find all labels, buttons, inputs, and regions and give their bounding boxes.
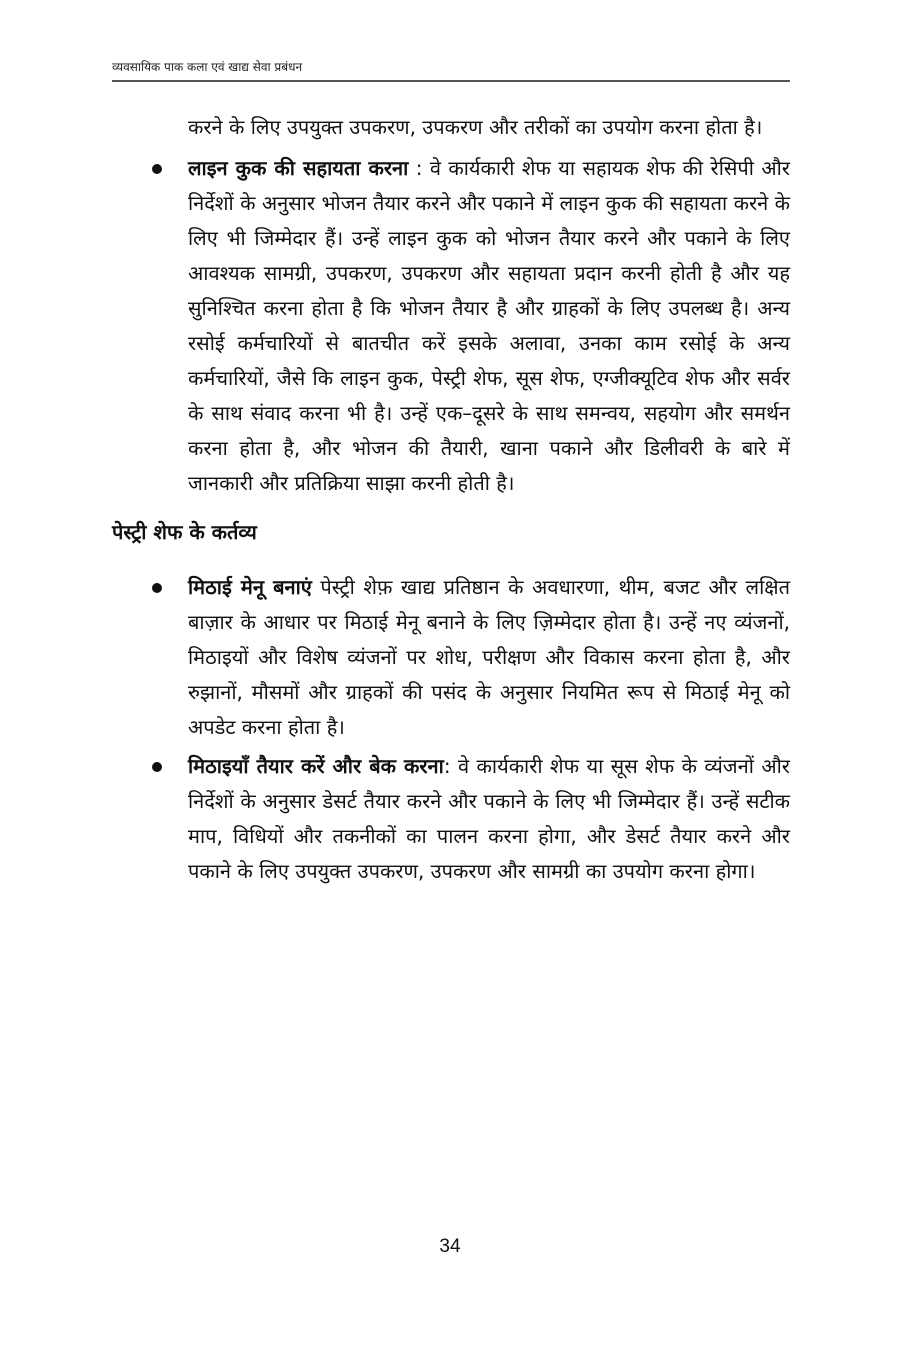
bullet-lead: मिठाइयाँ तैयार करें और बेक करना	[188, 754, 444, 778]
bullet-list-pastry	[112, 570, 790, 889]
bullet-item-dessert-menu	[112, 570, 790, 745]
page-content	[112, 110, 790, 889]
page-number: 34	[439, 1236, 461, 1257]
bullet-list-line-cook	[112, 151, 790, 501]
bullet-text: पेस्ट्री शेफ़ खाद्य प्रतिष्ठान के अवधारणा, थीम, बजट और लक्षित बाज़ार के आधार पर मिठाई मेनू बनाने के लिए ज़िम्मेदार होता है। उन्हें नए व्यंजनों, मिठाइयों और विशेष व्यंजनों पर शोध, परीक्षण और विकास करना होता है, और रुझानों, मौसमों और ग्राहकों की पसंद के अनुसार नियमित रूप से मिठाई मेनू को अपडेट करना होता है।	[188, 575, 790, 739]
bullet-icon	[152, 762, 162, 772]
bullet-icon	[152, 164, 162, 174]
bullet-item-prepare-bake	[112, 749, 790, 889]
header-divider	[112, 80, 790, 82]
bullet-text: : वे कार्यकारी शेफ या सूस शेफ के व्यंजनों और निर्देशों के अनुसार डेसर्ट तैयार करने और पकाने के लिए भी जिम्मेदार हैं। उन्हें सटीक माप, विधियों और तकनीकों का पालन करना होगा, और डेसर्ट तैयार करने और पकाने के लिए उपयुक्त उपकरण, उपकरण और सामग्री का उपयोग करना होगा।	[188, 754, 790, 883]
running-header: व्यवसायिक पाक कला एवं खाद्य सेवा प्रबंधन	[112, 60, 303, 74]
bullet-text: : वे कार्यकारी शेफ या सहायक शेफ की रेसिपी और निर्देशों के अनुसार भोजन तैयार करने और पकाने में लाइन कुक की सहायता करने के लिए भी जिम्मेदार हैं। उन्हें लाइन कुक को भोजन तैयार करने और पकाने के लिए आवश्यक सामग्री, उपकरण, उपकरण और सहायता प्रदान करनी होती है और यह सुनिश्चित करना होता है कि भोजन तैयार है और ग्राहकों के लिए उपलब्ध है। अन्य रसोई कर्मचारियों से बातचीत करें इसके अलावा, उनका काम रसोई के अन्य कर्मचारियों, जैसे कि लाइन कुक, पेस्ट्री शेफ, सूस शेफ, एग्जीक्यूटिव शेफ और सर्वर के साथ संवाद करना भी है। उन्हें एक–दूसरे के साथ समन्वय, सहयोग और समर्थन करना होता है, और भोजन की तैयारी, खाना पकाने और डिलीवरी के बारे में जानकारी और प्रतिक्रिया साझा करनी होती है।	[188, 156, 790, 495]
bullet-lead: लाइन कुक की सहायता करना	[188, 156, 409, 180]
section-heading: पेस्ट्री शेफ के कर्तव्य	[112, 520, 257, 544]
bullet-icon	[152, 583, 162, 593]
bullet-item-line-cook	[112, 151, 790, 501]
bullet-lead: मिठाई मेनू बनाएं	[188, 575, 312, 599]
intro-paragraph: करने के लिए उपयुक्त उपकरण, उपकरण और तरीकों का उपयोग करना होता है।	[188, 115, 763, 139]
